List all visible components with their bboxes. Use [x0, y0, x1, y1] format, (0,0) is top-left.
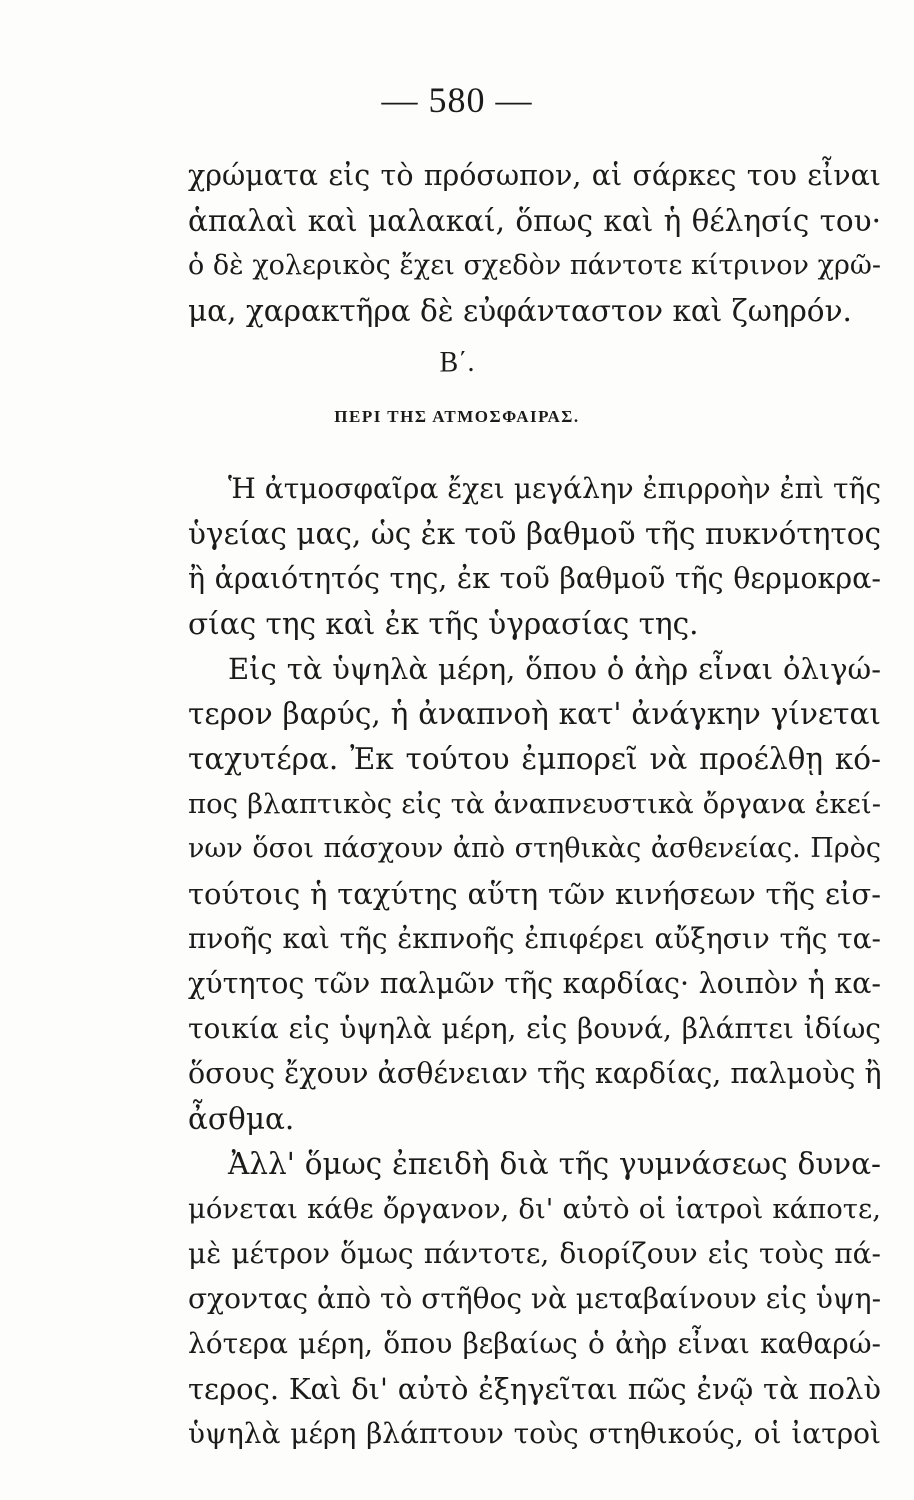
- text-line: ὑγείας μας, ὡς ἐκ τοῦ βαθμοῦ τῆς πυκνότητος: [188, 517, 881, 551]
- text-line: τοικία εἰς ὑψηλὰ μέρη, εἰς βουνά, βλάπτει ἰδίως: [188, 1012, 881, 1045]
- text-line: ὑψηλὰ μέρη βλάπτουν τοὺς στηθικούς, οἱ ἰατροὶ: [188, 1417, 881, 1450]
- section-number: Β΄.: [439, 347, 475, 378]
- text-line: Ἡ ἀτμοσφαῖρα ἔχει μεγάλην ἐπιρροὴν ἐπὶ τῆς: [228, 472, 881, 505]
- text-line: τερον βαρύς, ἡ ἀναπνοὴ κατ' ἀνάγκην γίνεται: [188, 697, 881, 731]
- text-line: Εἰς τὰ ὑψηλὰ μέρη, ὅπου ὁ ἀὴρ εἶναι ὀλιγώ-: [228, 652, 881, 686]
- text-line: ταχυτέρα. Ἐκ τούτου ἐμπορεῖ νὰ προέλθῃ κό-: [188, 742, 881, 776]
- text-line: ἁπαλαὶ καὶ μαλακαί, ὅπως καὶ ἡ θέλησίς του·: [188, 204, 881, 238]
- text-line: μα, χαρακτῆρα δὲ εὐφάνταστον καὶ ζωηρόν.: [188, 294, 852, 328]
- text-line: ὅσους ἔχουν ἀσθένειαν τῆς καρδίας, παλμοὺς ἢ: [188, 1057, 882, 1090]
- text-line: πος βλαπτικὸς εἰς τὰ ἀναπνευστικὰ ὄργανα ἐκεί-: [188, 788, 881, 820]
- section-title: ΠΕΡΙ ΤΗΣ ΑΤΜΟΣΦΑΙΡΑΣ.: [334, 407, 580, 426]
- text-line: ἢ ἀραιότητός της, ἐκ τοῦ βαθμοῦ τῆς θερμοκρα-: [188, 562, 881, 595]
- text-line: μὲ μέτρον ὅμως πάντοτε, διορίζουν εἰς τοὺς πά-: [188, 1237, 881, 1270]
- text-line: Ἀλλ' ὅμως ἐπειδὴ διὰ τῆς γυμνάσεως δυνα-: [228, 1147, 881, 1181]
- text-line: τερος. Καὶ δι' αὐτὸ ἐξηγεῖται πῶς ἐνῷ τὰ πολὺ: [188, 1372, 881, 1406]
- text-line: χρώματα εἰς τὸ πρόσωπον, αἱ σάρκες του εἶναι: [188, 159, 881, 192]
- text-line: νων ὅσοι πάσχουν ἀπὸ στηθικὰς ἀσθενείας. Πρὸς: [188, 833, 881, 864]
- text-line: μόνεται κάθε ὄργανον, δι' αὐτὸ οἱ ἰατροὶ κάποτε,: [188, 1193, 881, 1225]
- text-line: σχοντας ἀπὸ τὸ στῆθος νὰ μεταβαίνουν εἰς ὑψη-: [188, 1282, 882, 1315]
- text-line: τούτοις ἡ ταχύτης αὕτη τῶν κινήσεων τῆς εἰσ-: [188, 877, 881, 911]
- text-line: χύτητος τῶν παλμῶν τῆς καρδίας· λοιπὸν ἡ κα-: [188, 967, 881, 1000]
- text-line: ὁ δὲ χολερικὸς ἔχει σχεδὸν πάντοτε κίτρινον χρῶ-: [188, 250, 881, 281]
- text-line: λότερα μέρη, ὅπου βεβαίως ὁ ἀὴρ εἶναι καθαρώ-: [188, 1327, 881, 1360]
- text-line: πνοῆς καὶ τῆς ἐκπνοῆς ἐπιφέρει αὔξησιν τῆς τα-: [188, 922, 881, 955]
- page-number: — 580 —: [381, 80, 533, 120]
- text-line: ἆσθμα.: [188, 1102, 295, 1136]
- text-line: σίας της καὶ ἐκ τῆς ὑγρασίας της.: [188, 607, 699, 641]
